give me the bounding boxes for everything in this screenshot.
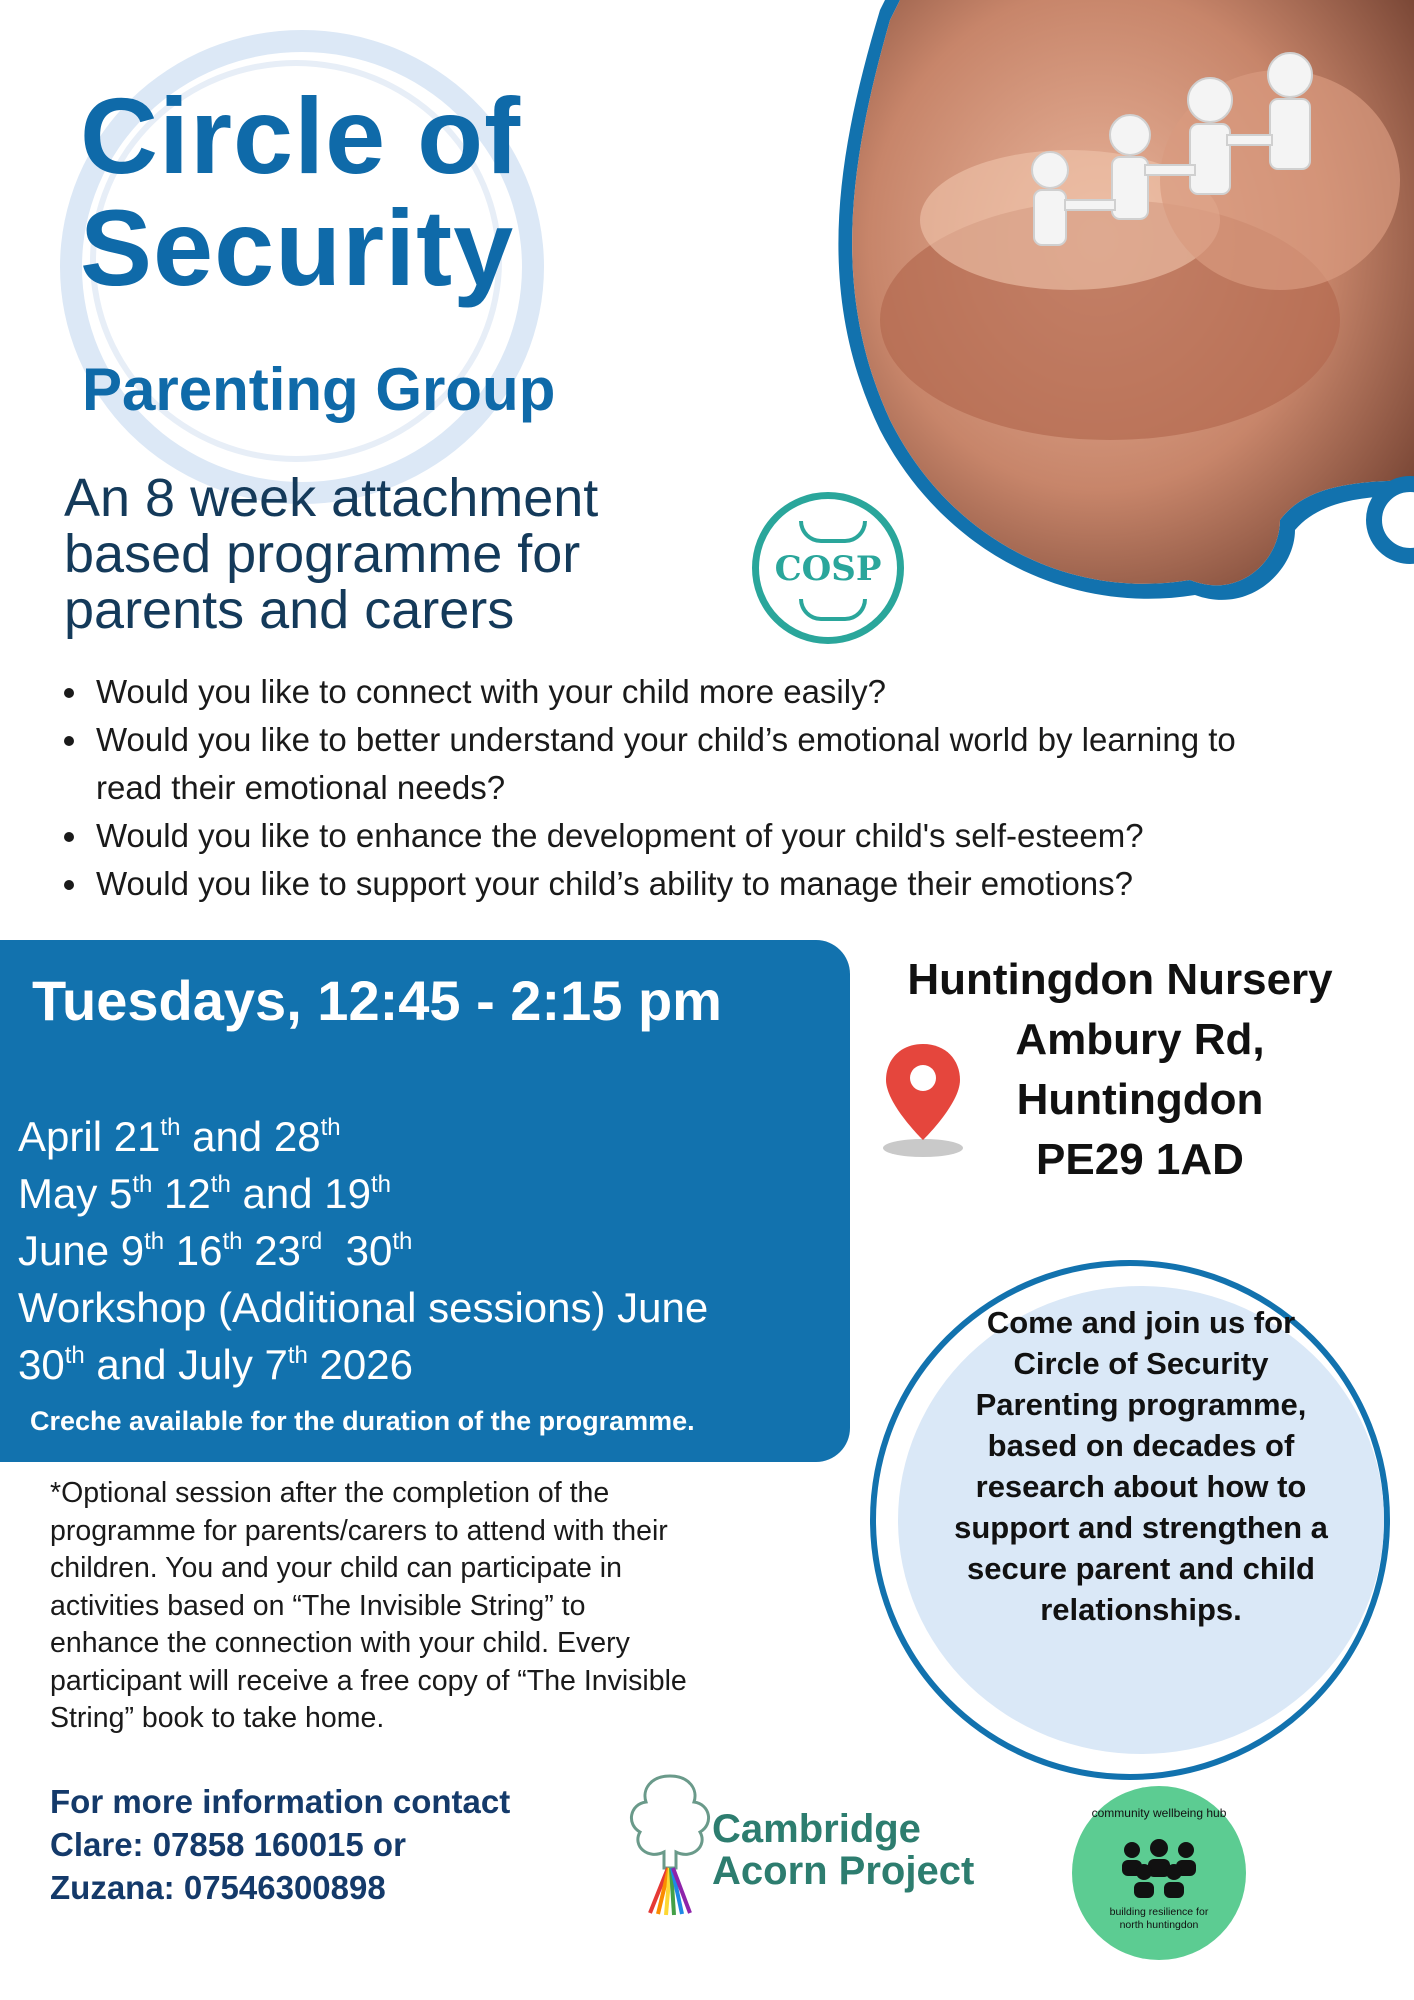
venue-name: Huntingdon Nursery [907, 955, 1333, 1004]
info-line: Come and join us for [986, 1305, 1296, 1340]
page-title [80, 75, 740, 308]
list-item: Would you like to enhance the development of your child's self-esteem? [56, 812, 1396, 860]
note-line: *Optional session after the completion of the [50, 1477, 610, 1509]
contact-info [50, 1780, 610, 1909]
info-line: secure parent and child [967, 1551, 1315, 1586]
note-line: enhance the connection with your child. Every [50, 1627, 630, 1659]
list-item: Would you like to support your child’s ability to manage their emotions? [56, 860, 1396, 908]
cosp-logo-text: COSP [774, 549, 882, 589]
info-line: based on decades of [987, 1428, 1295, 1463]
list-item: Would you like to connect with your child more easily? [56, 668, 1396, 716]
info-line: support and strengthen a [954, 1510, 1328, 1545]
dates-june: June 9th 16th 23rd 30th [18, 1227, 413, 1274]
schedule-box [0, 940, 850, 1462]
note-line: activities based on “The Invisible String” to [50, 1589, 586, 1622]
dates-workshop-line-1: Workshop (Additional sessions) June [18, 1284, 709, 1331]
hub-tagline [1072, 1906, 1246, 1932]
hub-tagline-line-1: building resilience for [1109, 1906, 1209, 1918]
tagline-line-1: An 8 week attachment [64, 468, 599, 528]
note-line: String” book to take home. [50, 1702, 385, 1734]
location-pin-icon [878, 1040, 968, 1160]
venue-postcode: PE29 1AD [1036, 1135, 1244, 1184]
note-line: programme for parents/carers to attend with their [50, 1514, 668, 1547]
people-group-icon [1114, 1838, 1204, 1898]
info-line: Circle of Security [1013, 1346, 1269, 1381]
note-line: participant will receive a free copy of “The Invisible [50, 1664, 687, 1697]
question-list [56, 668, 1396, 908]
hub-tagline-line-2: north huntingdon [1119, 1919, 1199, 1931]
info-line: Parenting programme, [975, 1387, 1307, 1422]
acorn-line-1: Cambridge [712, 1807, 921, 1851]
info-line: research about how to [975, 1469, 1307, 1504]
title-line-2: Security [80, 187, 515, 308]
contact-heading: For more information contact [50, 1783, 511, 1820]
acorn-line-2: Acorn Project [712, 1849, 975, 1893]
page-subtitle: Parenting Group [82, 356, 556, 423]
venue-town: Huntingdon [1016, 1075, 1264, 1124]
note-line: children. You and your child can participate in [50, 1552, 622, 1584]
info-text [918, 1302, 1364, 1630]
info-line: relationships. [1040, 1592, 1242, 1627]
venue-street: Ambury Rd, [1015, 1015, 1265, 1064]
tagline-line-3: parents and carers [64, 580, 515, 640]
hub-title: community wellbeing hub [1091, 1806, 1227, 1820]
title-line-1: Circle of [80, 75, 522, 196]
list-item: Would you like to better understand your child’s emotional world by learning to read their emotional needs? [56, 716, 1296, 812]
tagline-line-2: based programme for [64, 524, 581, 584]
contact-zuzana: Zuzana: 07546300898 [50, 1869, 386, 1906]
acorn-project-name [712, 1808, 1012, 1892]
dates-workshop-line-2: 30th and July 7th 2026 [18, 1341, 413, 1388]
hands-family-photo [810, 0, 1414, 660]
session-dates [18, 1108, 838, 1393]
tagline [64, 470, 744, 638]
wellbeing-hub-logo [1072, 1786, 1246, 1960]
optional-session-note [50, 1475, 810, 1738]
creche-notice: Creche available for the duration of the programme. [30, 1406, 695, 1436]
dates-may: May 5th 12th and 19th [18, 1170, 391, 1217]
acorn-tree-logo-icon [620, 1768, 720, 1918]
dates-april: April 21th and 28th [18, 1113, 341, 1160]
contact-clare: Clare: 07858 160015 or [50, 1826, 406, 1863]
schedule-heading: Tuesdays, 12:45 - 2:15 pm [32, 969, 722, 1032]
